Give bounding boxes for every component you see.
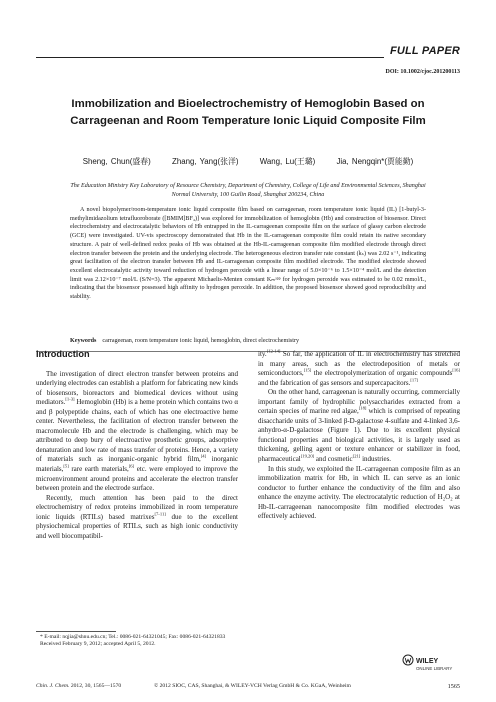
page-number: 1565 bbox=[447, 683, 460, 690]
author-list bbox=[36, 156, 460, 167]
citation-ref[interactable]: [1-3] bbox=[65, 396, 75, 402]
footnote bbox=[40, 634, 340, 649]
citation-ref[interactable]: [17] bbox=[410, 377, 419, 383]
asterisk-icon: * bbox=[40, 634, 45, 640]
abstract: A novel biopolymer/room-temperature ionic liquid composite film based on carrageenan, room temperature ionic liquid (IL) [1-butyl-3-methylimidazolium tetrafluoroborate ([BMIM]BF₄)] was explored for immobilization of hemoglobin (Hb) and construction of biosensor. Direct electrochemistry and electrocatalytic behaviors of Hb entrapped in the IL-carrageenan composite film on the surface of glassy carbon electrode (GCE) were investigated. UV-vis spectroscopy demonstrated that Hb in the IL-carrageenan composite film could retain its native secondary structure. A pair of well-defined redox peaks of Hb was obtained at the Hb-IL-carrageenan composite film modified electrode through direct electron transfer between the protein and the underlying electrode. The heterogeneous electron transfer rate constant (kₛ) was 2.02 s⁻¹, indicating great facilitation of the electron transfer between Hb and IL-carrageenan composite film modified electrode. The modified electrode showed excellent electrocatalytic activity toward reduction of hydrogen peroxide with a linear range of 5.0×10⁻⁶ to 1.5×10⁻⁴ mol/L and the detection limit was 2.12×10⁻⁷ mol/L (S/N=3). The apparent Michaelis-Menten constant Kₘᵃᵖᵖ for hydrogen peroxide was estimated to be 0.02 mmol/L, indicating that the biosensor possessed high affinity to hydrogen peroxide. In addition, the proposed biosensor showed good reproducibility and stability. bbox=[70, 207, 426, 301]
citation-ref[interactable]: [7-11] bbox=[154, 511, 166, 517]
received-dates: Received February 9, 2012; accepted April 5, 2012. bbox=[40, 641, 156, 648]
correspondence-email[interactable]: * E-mail: nqjia@shnu.edu.cn; Tel.: 0086-021-64321045; Fax: 0086-021-64321833 bbox=[40, 634, 226, 640]
citation: 2012, 30, 1565—1570 bbox=[70, 683, 122, 689]
right-column bbox=[258, 350, 460, 522]
left-column bbox=[36, 350, 238, 541]
author: Wang, Lu(王璐) bbox=[259, 157, 316, 166]
keywords-label: Keywords bbox=[70, 338, 97, 344]
citation-ref[interactable]: [4] bbox=[200, 454, 207, 460]
section-label: FULL PAPER bbox=[389, 45, 460, 57]
keywords bbox=[70, 338, 426, 344]
citation-ref[interactable]: [18] bbox=[358, 405, 367, 411]
citation-ref[interactable]: [19,20] bbox=[300, 453, 315, 459]
section-heading-introduction: Introduction bbox=[36, 349, 90, 359]
header-rule bbox=[36, 57, 384, 58]
citation-ref[interactable]: [5] bbox=[63, 463, 69, 469]
keywords-text: carrageenan, room temperature ionic liquid, hemoglobin, direct electrochemistry bbox=[102, 338, 300, 344]
citation-ref[interactable]: [16] bbox=[452, 367, 460, 373]
author: Jia, Nengqin*(贾能勤) bbox=[336, 157, 414, 166]
copyright: © 2012 SIOC, CAS, Shanghai, & WILEY-VCH Verlag GmbH & Co. KGaA, Weinheim bbox=[153, 683, 351, 689]
affiliation: The Education Ministry Key Laboratory of Resource Chemistry, Department of Chemistry, College of Life and Environmental Sciences, Shanghai Normal University, 100 Guilin Road, Shanghai 200234, China bbox=[70, 183, 426, 198]
intro-paragraph-2: Recently, much attention has been paid to the direct electrochemistry of redox proteins immobilized in room temperature ionic liquids (RTILs) based matrixes[7-11] due to the excellent physiochemical properties of RTILs, such as high ionic conductivity and well biocompatibil- bbox=[36, 493, 238, 540]
author: Sheng, Chun(盛春) bbox=[82, 157, 151, 166]
journal-name: Chin. J. Chem. bbox=[36, 683, 70, 689]
intro-paragraph-1: The investigation of direct electron transfer between proteins and underlying electrodes can establish a platform for fabricating new kinds of biosensors, bioreactors and biomedical devices without using mediators.[1-3] Hemoglobin (Hb) is a heme protein which contains two α and β polypeptide chains, each of which has one electroactive heme center. Nevertheless, the facilitation of electron transfer between the macromolecule Hb and the electrode is challenging, which may be attributed to deep bury of electroactive prosthetic groups, adsorptive denaturation and low rate of mass transfer of proteins. Hence, a variety of materials such as inorganic-organic hybrid film,[4] inorganic materials,[5] rare earth materials,[6] etc. were employed to improve the microenvironment around proteins and accelerate the electron transfer between protein and the electrode surface. bbox=[36, 369, 239, 493]
logo-subtext: ONLINE LIBRARY bbox=[416, 666, 453, 671]
footnote-rule bbox=[36, 631, 116, 632]
logo-text: WILEY bbox=[416, 658, 439, 665]
intro-paragraph-2-cont: ity.[12-14] So far, the application of IL in electrochemistry has stretched in many areas, such as the electrodeposition of metals or semiconductors,[15] the electropolymerization of organic compounds[16] and the fabrication of gas sensors and supercapacitors.[17] bbox=[258, 348, 460, 387]
citation-ref[interactable]: [21] bbox=[352, 453, 361, 459]
citation-ref[interactable]: [15] bbox=[303, 367, 312, 373]
citation-ref[interactable]: [6] bbox=[128, 463, 135, 469]
page-footer bbox=[36, 683, 351, 689]
wiley-logo-icon[interactable] bbox=[402, 653, 462, 675]
intro-paragraph-4: In this study, we exploited the IL-carrageenan composite film as an immobilization matrix for Hb, in which IL can serve as an ionic conductor to further enhance the conductivity of the film and also enhance the enzyme activity. The electrocatalytic reduction of H₂O₂ at Hb-IL-carrageenan nanocomposite film modified electrodes was effectively achieved. bbox=[258, 464, 460, 521]
citation-ref[interactable]: [12-14] bbox=[266, 348, 281, 354]
author: Zhang, Yang(张洋) bbox=[172, 157, 239, 166]
doi[interactable]: DOI: 10.1002/cjoc.201200113 bbox=[385, 69, 460, 75]
paper-title: Immobilization and Bioelectrochemistry of Hemoglobin Based on Carrageenan and Room Temperature Ionic Liquid Composite Film bbox=[70, 98, 426, 127]
intro-paragraph-3: On the other hand, carrageenan is naturally occurring, commercially important family of hydrophilic polysaccharides extracted from a certain species of marine red algae,[18] which is comprised of repeating disaccharide units of 3-linked β-D-galactose 4-sulfate and 4-linked 3,6-anhydro-α-D-galactose (Figure 1). Due to its excellent physical functional properties and biological activities, it is largely used as thickening, gelling agent or texture enhancer or stabilizer in food, pharmaceutical[19,20] and cosmetic[21] industries. bbox=[258, 388, 460, 464]
